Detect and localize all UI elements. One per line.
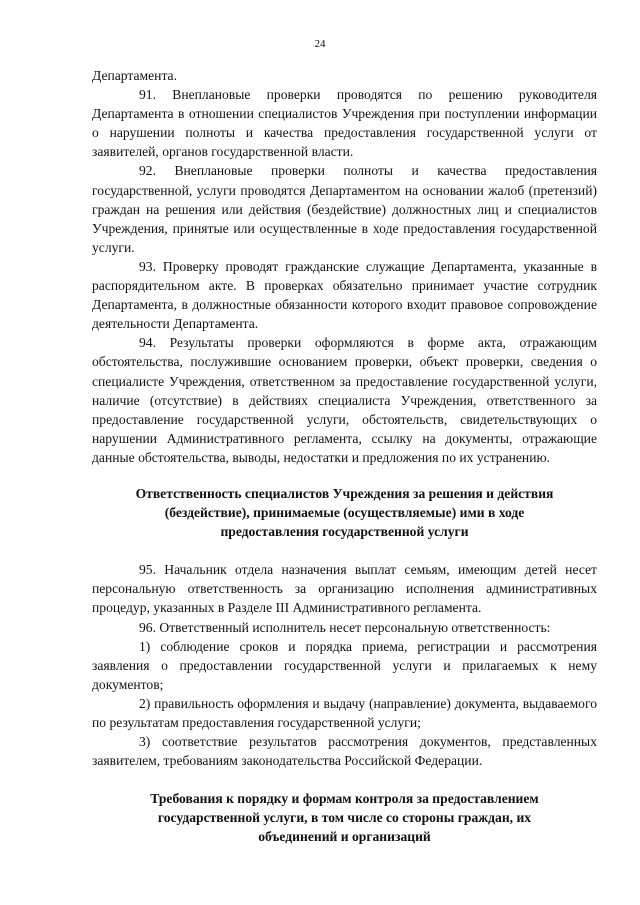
paragraph-94: 94. Результаты проверки оформляются в форме акта, отражающим обстоятельства, послужившие основанием проверки, объект проверки, сведения о специалисте Учреждения, ответственном за предоставление государственной услуги, наличие (отсутствие) в действиях специалиста Учреждения, ответственного за предоставление государственной услуги, обстоятельств, свидетельствующих о нарушении Административного регламента, ссылку на документы, отражающие данные обстоятельства, выводы, недостатки и предложения по их устранению. xyxy=(92,335,597,465)
paragraph-96: 96. Ответственный исполнитель несет персональную ответственность: xyxy=(139,619,551,635)
list-item-3: 3) соответствие результатов рассмотрения документов, представленных заявителем, требованиям законодательства Российской Федерации. xyxy=(92,734,597,769)
paragraph-92: 92. Внеплановые проверки полноты и качества предоставления государственной, услуги проводятся Департаментом на основании жалоб (претензий) граждан на решения или действия (бездействие) должностных лиц и специалистов Учреждения, принятые или осуществленные в ходе предоставления государственной услуги. xyxy=(92,163,597,255)
section-heading-control: Требования к порядку и формам контроля за предоставлением государственной услуги, в том числе со стороны граждан, их объединений и организаций xyxy=(150,791,539,845)
paragraph: Департамента. xyxy=(92,68,177,83)
paragraph-93: 93. Проверку проводят гражданские служащие Департамента, указанные в распорядительном акте. В проверках обязательно принимает участие сотрудник Департамента, в должностные обязанности которого входит правовое сопровождение деятельности Департамента. xyxy=(92,258,597,332)
paragraph-91: 91. Внеплановые проверки проводятся по решению руководителя Департамента в отношении специалистов Учреждения при поступлении информации о нарушении полноты и качества предоставления государственной услуги от заявителей, органов государственной власти. xyxy=(92,87,597,160)
paragraph-95: 95. Начальник отдела назначения выплат семьям, имеющим детей несет персональную ответственность за организацию исполнения административных процедур, указанных в Разделе III Административного регламента. xyxy=(92,562,597,616)
list-item-2: 2) правильность оформления и выдачу (направление) документа, выдаваемого по результатам предоставления государственной услуги; xyxy=(92,695,597,730)
list-item-1: 1) соблюдение сроков и порядка приема, регистрации и рассмотрения заявления о предоставлении государственной услуги и прилагаемых к нему документов; xyxy=(92,638,597,692)
page-number: 24 xyxy=(314,38,326,50)
document-body xyxy=(92,66,597,847)
section-heading-responsibility: Ответственность специалистов Учреждения за решения и действия (бездействие), принимаемые (осуществляемые) ими в ходе предоставления государственной услуги xyxy=(135,485,554,540)
